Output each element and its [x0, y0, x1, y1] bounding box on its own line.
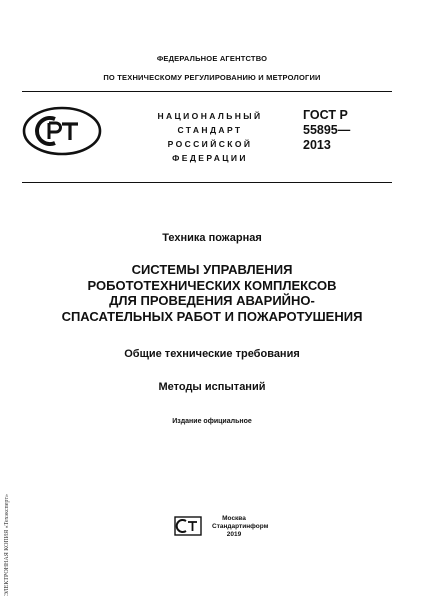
document-title-line: РОБОТОТЕХНИЧЕСКИХ КОМПЛЕКСОВ: [87, 277, 337, 293]
document-title-line: СПАСАТЕЛЬНЫХ РАБОТ И ПОЖАРОТУШЕНИЯ: [61, 308, 363, 324]
publisher-name: Стандартинформ: [212, 523, 269, 530]
gost-number-line: ГОСТ Р: [303, 108, 348, 122]
agency-name-line2: ПО ТЕХНИЧЕСКОМУ РЕГУЛИРОВАНИЮ И МЕТРОЛОГИИ: [103, 73, 321, 82]
agency-name-line1: ФЕДЕРАЛЬНОЕ АГЕНТСТВО: [156, 54, 268, 63]
gost-number: [303, 108, 350, 153]
side-note-text: ЭЛЕКТРОННАЯ КОПИЯ «Техэксперт»: [4, 494, 10, 596]
standard-title-line: СТАНДАРТ: [177, 125, 243, 135]
publisher-info: [212, 515, 269, 539]
document-subject: Техника пожарная: [162, 232, 262, 244]
gost-number-line: 2013: [303, 138, 331, 152]
publisher-city: Москва: [222, 515, 246, 522]
edition-note: Издание официальное: [172, 418, 252, 425]
document-title: [20, 262, 404, 324]
top-divider: [22, 91, 392, 92]
rst-emblem-icon: [22, 106, 102, 156]
bottom-divider: [22, 182, 392, 183]
publication-year: 2019: [226, 531, 242, 538]
document-subtitle-methods: Методы испытаний: [158, 381, 266, 393]
standartinform-logo-icon: [174, 516, 202, 536]
standard-title-line: ФЕДЕРАЦИИ: [172, 153, 248, 163]
standard-title-line: НАЦИОНАЛЬНЫЙ: [157, 111, 263, 121]
electronic-copy-note: [4, 494, 14, 596]
document-title-line: СИСТЕМЫ УПРАВЛЕНИЯ: [131, 262, 293, 277]
document-subtitle: Общие технические требования: [124, 348, 300, 360]
document-title-line: ДЛЯ ПРОВЕДЕНИЯ АВАРИЙНО-: [109, 293, 315, 308]
standard-title-line: РОССИЙСКОЙ: [167, 139, 253, 149]
gost-number-line: 55895—: [303, 123, 351, 137]
national-standard-title: [145, 109, 275, 165]
